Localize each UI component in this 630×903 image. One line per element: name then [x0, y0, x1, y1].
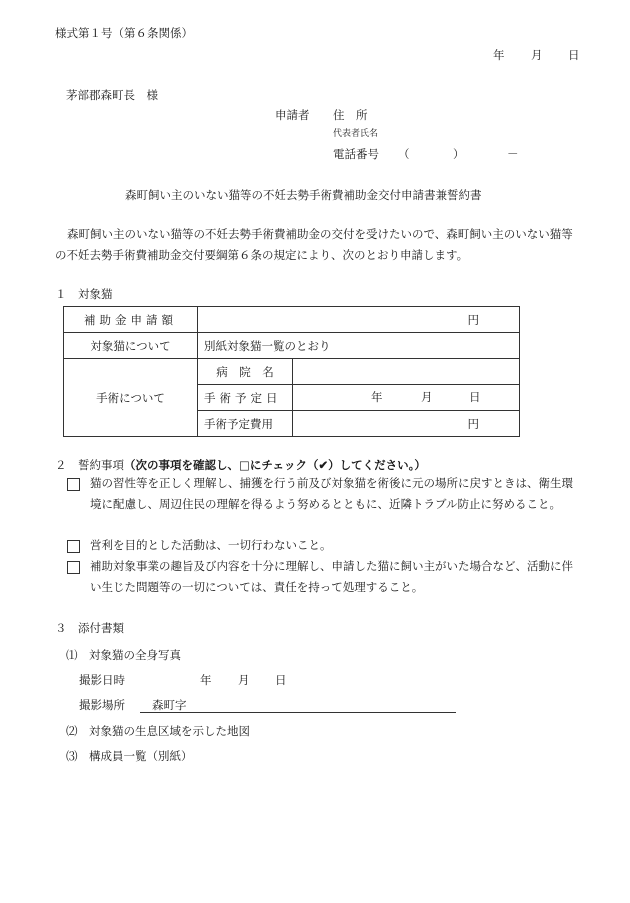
date-day-label: 日 — [568, 48, 580, 62]
attachment-item-1: ⑴ 対象猫の全身写真 — [66, 648, 181, 662]
surgery-date-label: 手術予定日 — [198, 385, 293, 411]
date-month-label: 月 — [531, 48, 543, 62]
surgery-date-value-cell[interactable] — [293, 385, 520, 411]
cats-label: 対象猫について — [64, 333, 198, 359]
photo-date-year: 年 — [200, 673, 212, 687]
amount-value-cell[interactable] — [198, 307, 520, 333]
form-number: 様式第１号（第６条関係） — [55, 26, 193, 40]
phone-open-paren: （ — [398, 147, 410, 161]
surgery-date-year: 年 — [371, 390, 383, 404]
section1-heading: １ 対象猫 — [55, 287, 113, 301]
phone-close-paren: ） — [453, 147, 465, 161]
photo-date-day: 日 — [275, 673, 287, 687]
table-row — [64, 333, 520, 359]
address-label: 住 所 — [333, 108, 368, 122]
hospital-label: 病 院 名 — [198, 359, 293, 385]
section2-heading-note: （次の事項を確認し、□にチェック（✔）してください。） — [124, 458, 426, 472]
section2-heading — [55, 459, 426, 473]
photo-place-underline[interactable] — [140, 712, 456, 713]
surgery-label: 手術について — [64, 359, 198, 437]
hospital-value-cell[interactable] — [293, 359, 520, 385]
section2-heading-prefix: ２ 誓約事項 — [55, 458, 124, 472]
cats-value: 別紙対象猫一覧のとおり — [198, 333, 520, 359]
section3-heading: ３ 添付書類 — [55, 621, 124, 635]
attachment-item-2: ⑵ 対象猫の生息区域を示した地図 — [66, 724, 250, 738]
photo-place-value: 森町字 — [152, 698, 187, 712]
photo-date-month: 月 — [238, 673, 250, 687]
table-row — [64, 359, 520, 385]
pledge-2-checkbox[interactable] — [67, 540, 80, 556]
applicant-label: 申請者 — [275, 108, 310, 122]
surgery-date-day: 日 — [469, 390, 481, 404]
intro-paragraph: 森町飼い主のいない猫等の不妊去勢手術費補助金の交付を受けたいので、森町飼い主のいない猫等の不妊去勢手術費補助金交付要綱第６条の規定により、次のとおり申請します。 — [55, 227, 573, 262]
amount-label: 補助金申請額 — [64, 307, 198, 333]
surgery-cost-value-cell[interactable] — [293, 411, 520, 437]
pledge-3-checkbox[interactable] — [67, 561, 80, 577]
pledge-2-text: 営利を目的とした活動は、一切行わないこと。 — [90, 538, 332, 552]
phone-dash: － — [507, 147, 519, 161]
photo-place-label: 撮影場所 — [79, 698, 125, 712]
amount-unit: 円 — [467, 312, 479, 327]
subject-cat-table — [63, 306, 520, 437]
pledge-3-text: 補助対象事業の趣旨及び内容を十分に理解し、申請した猫に飼い主がいた場合など、活動に伴い生じた問題等の一切については、責任を持って処理すること。 — [90, 559, 573, 594]
date-year-label: 年 — [493, 48, 505, 62]
surgery-date-month: 月 — [421, 390, 433, 404]
attachment-item-3: ⑶ 構成員一覧（別紙） — [66, 749, 193, 763]
surgery-cost-unit: 円 — [467, 416, 479, 431]
document-title: 森町飼い主のいない猫等の不妊去勢手術費補助金交付申請書兼誓約書 — [125, 188, 482, 202]
addressee: 茅部郡森町長 様 — [66, 88, 158, 102]
table-row — [64, 307, 520, 333]
phone-label: 電話番号 — [333, 147, 379, 161]
surgery-cost-label: 手術予定費用 — [198, 411, 293, 437]
representative-name-label: 代表者氏名 — [333, 129, 379, 139]
pledge-1-checkbox[interactable] — [67, 478, 80, 494]
photo-date-label: 撮影日時 — [79, 673, 125, 687]
pledge-1-text: 猫の習性等を正しく理解し、捕獲を行う前及び対象猫を術後に元の場所に戻すときは、衛生環境に配慮し、周辺住民の理解を得るよう努めるとともに、近隣トラブル防止に努めること。 — [90, 476, 573, 511]
